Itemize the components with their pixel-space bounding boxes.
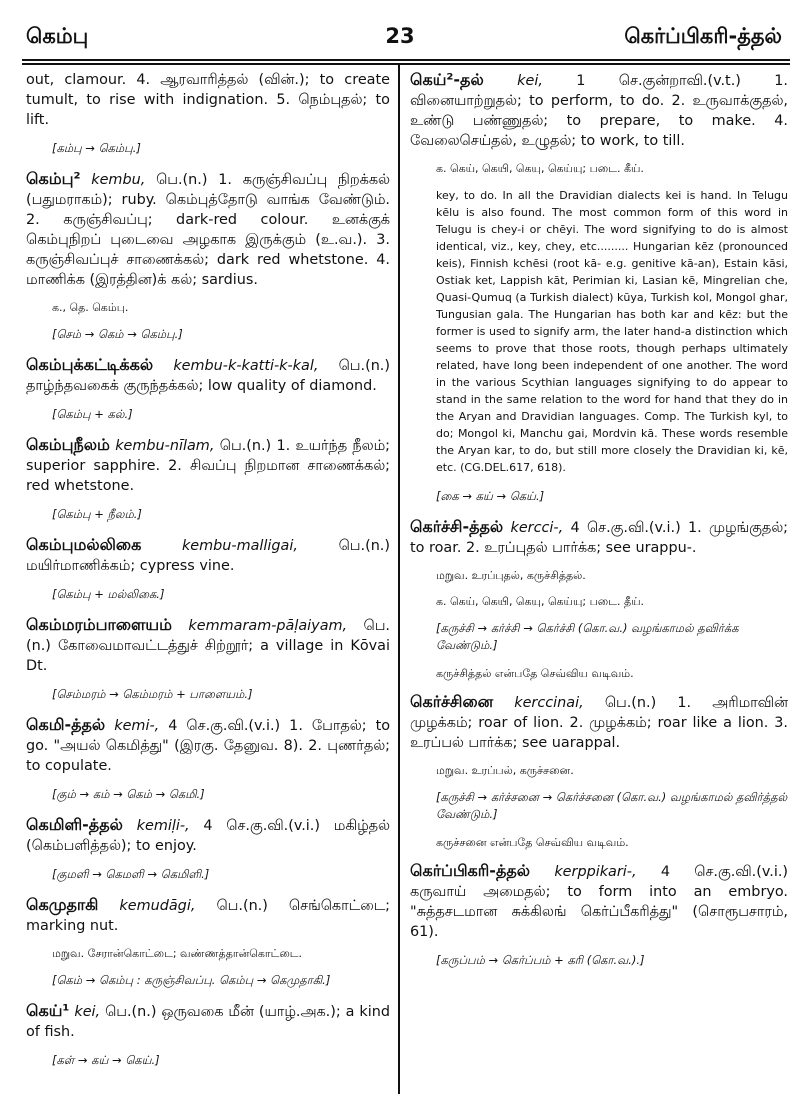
definition: 4 செ.கு.வி.(v.i.) மகிழ்தல் (கெம்பளித்தல்); to enjoy. bbox=[26, 818, 390, 854]
etymology: [கெம்பு + கல்.] bbox=[52, 407, 133, 421]
dictionary-entry bbox=[410, 861, 788, 942]
headword: கெமி-த்தல் bbox=[26, 715, 106, 734]
page-header bbox=[0, 0, 800, 58]
definition: பெ.(n.) தாழ்ந்தவகைக் குருந்தக்கல்; low quality of diamond. bbox=[26, 358, 390, 394]
definition: 1 செ.குன்றாவி.(v.t.) 1. வினையாற்றுதல்; to perform, to do. 2. உருவாக்குதல், உண்டு பண்ணுதல்; to prepare, to make. 4. வேலைசெய்தல், உழுதல்; to work, to till. bbox=[410, 73, 788, 149]
definition: பெ.(n.) 1. கருஞ்சிவப்பு நிறக்கல் (பதுமராகம்); ruby. கெம்புத்தோடு வாங்க வேண்டும். 2. கருஞ்சிவப்பு; dark-red colour. உனக்குக் கெம்புநிறப் புடைவை அழகாக இருக்கும் (உ.வ.). 3. கருஞ்சிவப்புச் சாணைக்கல்; dark red whetstone. 4. மாணிக்க (இரத்தின)க் கல்; sardius. bbox=[26, 172, 390, 288]
page-number: 23 bbox=[385, 24, 415, 48]
etymology: [கம்பு → கெம்பு.] bbox=[52, 141, 141, 155]
headword: கெய்¹ bbox=[26, 1001, 70, 1020]
cognates: க. கெய், கெயி, கெயு, கெய்யு; படை. தீய். bbox=[436, 595, 645, 608]
synonyms: மறுவ. உரப்பல், கருச்சனை. bbox=[436, 764, 574, 777]
romanization: kembu-malligai, bbox=[181, 538, 298, 554]
synonyms: மறுவ. சேரான்கொட்டை; வண்ணத்தான்கொட்டை. bbox=[52, 947, 303, 960]
definition: பெ.(n.) 1. அரிமாவின் முழக்கம்; roar of lion. 2. முழக்கம்; roar like a lion. 3. உரப்பல் பார்க்க; see uarappal. bbox=[410, 695, 788, 751]
left-column bbox=[26, 70, 390, 1094]
etymology: [கருச்சி → கர்ச்சி → கெர்ச்சி (கொ.வ.) வழங்காமல் தவிர்க்க வேண்டும்.] bbox=[436, 621, 739, 652]
headword: கெமுதாகி bbox=[26, 895, 99, 914]
headword: கெர்ச்சினை bbox=[410, 692, 494, 711]
romanization: kembu-nīlam, bbox=[115, 438, 215, 454]
dictionary-entry bbox=[410, 692, 788, 753]
headword: கெம்புக்கட்டிக்கல் bbox=[26, 355, 154, 374]
continued-entry: out, clamour. 4. ஆரவாரித்தல் (வின்.); to create tumult, to rise with indignation. 5. நெம்புதல்; to lift. bbox=[26, 72, 390, 128]
dictionary-entry bbox=[26, 895, 390, 936]
definition: பெ.(n.) 1. உயர்ந்த நீலம்; superior sapphire. 2. சிவப்பு நிறமான சாணைக்கல்; red whetstone. bbox=[26, 438, 390, 494]
cognates: க. கெய், கெயி, கெயு, கெய்யு; படை. கீய். bbox=[436, 162, 644, 175]
etymology: [கெம்பு + நீலம்.] bbox=[52, 507, 142, 521]
romanization: kemmaram-pāḷaiyam, bbox=[188, 618, 348, 634]
right-guide-word: கெர்ப்பிகரி-த்தல் bbox=[624, 24, 782, 48]
dictionary-entry bbox=[26, 355, 390, 396]
etymology: [குமளி → கெமளி → கெமிளி.] bbox=[52, 867, 210, 881]
romanization: kei, bbox=[74, 1004, 101, 1020]
headword: கெம்புநீலம் bbox=[26, 435, 110, 454]
dictionary-entry bbox=[26, 815, 390, 856]
scholarly-note: key, to do. In all the Dravidian dialects kei is hand. In Telugu kēlu is also found. The most common form of this word in Telugu is chey-i or chēyi. The word signifying to do is almost identical, viz., key, chey, etc......... Hungarian kēz (pronounced keis), Finnish kchēsi (root kā- e.g. genitive kā-an), Estain kāsi, Ostiak ket, Lappish kāt, Perimian ki, Lasian kē, Mingrelian che, Quasi-Qumuq (a Turkish dialect) kūya, Turkish kol, Mongol ghar, Tungusian gala. The Hungarian has both kar and kēz: but the former is used to signify arm, the later hand-a distinction which seems to prove that those roots, though perhaps ultimately related, have long been independent of one another. The word in the various Scythian languages signifying to do appear to stand in the same relation to the word for hand that they do in the Aryan and Dravidian languages. Comp. The Turkish kyl, to do; Mongol ki, Manchu gai, Mordvin kā. These words resemble the Aryan kar, to do, but still more closely the Dravidian ki, kē, etc. (CG.DEL.617, 618). bbox=[436, 189, 788, 474]
dictionary-entry bbox=[26, 715, 390, 776]
headword: கெம்புமல்லிகை bbox=[26, 535, 142, 554]
dictionary-entry bbox=[26, 615, 390, 676]
headword: கெம்பு² bbox=[26, 169, 81, 188]
romanization: kembu-k-katti-k-kal, bbox=[173, 358, 319, 374]
standard-form-note: கருச்சனை என்பதே செவ்விய வடிவம். bbox=[436, 836, 629, 849]
headword: கெர்ப்பிகரி-த்தல் bbox=[410, 861, 531, 880]
column-divider bbox=[398, 64, 400, 1094]
dictionary-entry bbox=[26, 435, 390, 496]
definition: பெ.(n.) ஒருவகை மீன் (யாழ்.அக.); a kind of fish. bbox=[26, 1004, 390, 1040]
headword: கெர்ச்சி-த்தல் bbox=[410, 517, 504, 536]
etymology: [கள் → கய் → கெய்.] bbox=[52, 1053, 160, 1067]
dictionary-entry bbox=[410, 70, 788, 151]
standard-form-note: கருச்சித்தல் என்பதே செவ்விய வடிவம். bbox=[436, 667, 634, 680]
definition: 4 செ.கு.வி.(v.i.) 1. முழங்குதல்; to roar. 2. உரப்புதல் பார்க்க; see urappu-. bbox=[410, 520, 788, 556]
etymology: [செம்மரம் → கெம்மரம் + பாளையம்.] bbox=[52, 687, 253, 701]
left-guide-word: கெம்பு bbox=[26, 24, 89, 48]
romanization: kemudāgi, bbox=[119, 898, 196, 914]
romanization: kembu, bbox=[91, 172, 146, 188]
etymology: [கருப்பம் → கெர்ப்பம் + கரி (கொ.வ.).] bbox=[436, 953, 645, 967]
header-rule-bottom bbox=[22, 63, 790, 65]
dictionary-entry bbox=[26, 1001, 390, 1042]
header-rule-top bbox=[22, 59, 790, 61]
etymology: [கை → கய் → கெய்.] bbox=[436, 489, 545, 503]
definition: பெ.(n.) மயிர்மாணிக்கம்; cypress vine. bbox=[26, 538, 390, 574]
dictionary-entry bbox=[26, 535, 390, 576]
etymology: [கெம் → கெம்பு : கருஞ்சிவப்பு. கெம்பு → கெமுதாகி.] bbox=[52, 973, 331, 987]
etymology: [கெம்பு + மல்லிகை.] bbox=[52, 587, 165, 601]
romanization: kemiḷi-, bbox=[136, 818, 190, 834]
romanization: kei, bbox=[517, 73, 543, 89]
definition: பெ.(n.) செங்கொட்டை; marking nut. bbox=[26, 898, 390, 934]
romanization: kemi-, bbox=[114, 718, 160, 734]
romanization: kerppikari-, bbox=[554, 864, 637, 880]
headword: கெம்மரம்பாளையம் bbox=[26, 615, 173, 634]
etymology: [கும் → கம் → கெம் → கெமி.] bbox=[52, 787, 205, 801]
dictionary-entry bbox=[26, 169, 390, 290]
etymology: [செம் → கெம் → கெம்பு.] bbox=[52, 327, 183, 341]
definition: பெ.(n.) கோவைமாவட்டத்துச் சிற்றூர்; a village in Kōvai Dt. bbox=[26, 618, 390, 674]
definition: 4 செ.கு.வி.(v.i.) கருவாய் அமைதல்; to form into an embryo. "சுத்தசடமான சுக்கிலங் கெர்ப்பீகரித்து" (சொரூபசாரம், 61). bbox=[410, 864, 788, 940]
romanization: kercci-, bbox=[510, 520, 564, 536]
synonyms: மறுவ. உரப்புதல், கருச்சித்தல். bbox=[436, 569, 586, 582]
etymology: [கருச்சி → கர்ச்சனை → கெர்ச்சனை (கொ.வ.) வழங்காமல் தவிர்த்தல் வேண்டும்.] bbox=[436, 790, 788, 821]
cognates: க., தெ. கெம்பு. bbox=[52, 301, 129, 314]
right-column bbox=[410, 70, 788, 1094]
dictionary-entry bbox=[410, 517, 788, 558]
headword: கெய்²-தல் bbox=[410, 70, 484, 89]
romanization: kerccinai, bbox=[514, 695, 584, 711]
headword: கெமிளி-த்தல் bbox=[26, 815, 123, 834]
definition: 4 செ.கு.வி.(v.i.) 1. போதல்; to go. "அயல் கெமித்து" (இரகு. தேனுவ. 8). 2. புணர்தல்; to copulate. bbox=[26, 718, 390, 774]
